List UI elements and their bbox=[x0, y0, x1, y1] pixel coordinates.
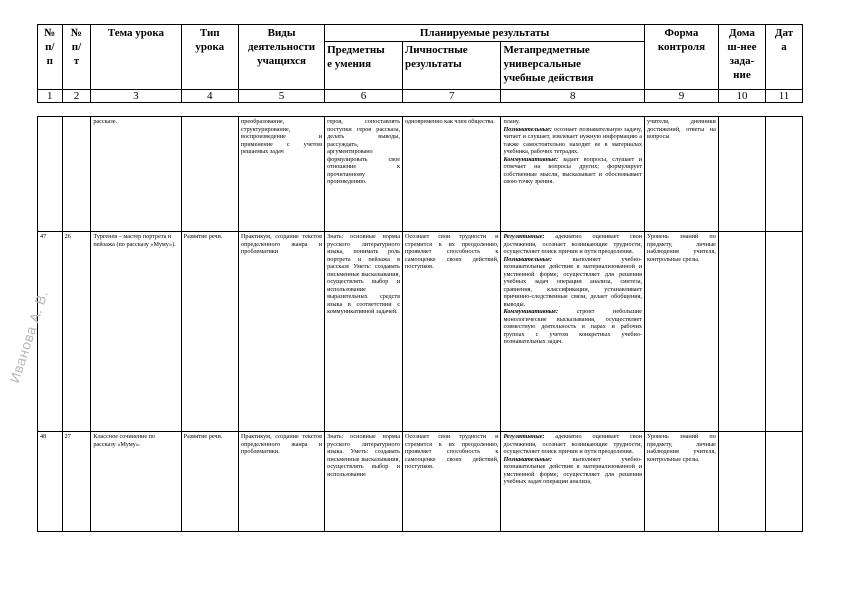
cell-control: учителя, дневники достижений, ответы на вопросы bbox=[645, 117, 719, 232]
col-num: 10 bbox=[718, 90, 765, 103]
meta-text: адекватно оценивает свои достижения, осознает возникающие трудности, осуществляет поиск причин и пути преодоления. bbox=[503, 233, 643, 255]
watermark-text: Иванова А. В. bbox=[6, 288, 52, 385]
table-row bbox=[38, 232, 803, 432]
col-num: 6 bbox=[325, 90, 403, 103]
meta-category-label: Познавательные: bbox=[503, 255, 552, 263]
meta-text: осознает познавательную задачу, читает и слушает, извлекает нужную информацию а также самостоятельно находит ее в материалах учебника, рабочих тетрадях. bbox=[503, 125, 643, 155]
meta-paragraph bbox=[503, 118, 642, 126]
header-n2: № п/ т bbox=[62, 25, 91, 90]
meta-category-label: Познавательные: bbox=[503, 125, 552, 133]
cell-topic: Тургенев – мастер портрета и пейзажа (по рассказу «Муму»). bbox=[91, 232, 181, 432]
cell-homework bbox=[718, 432, 765, 532]
meta-paragraph bbox=[503, 126, 642, 156]
cell-personal-results: Осознает свои трудности и стремится к их преодолению, проявляет способность к самооценке своих действий, поступков. bbox=[403, 232, 501, 432]
cell-activity: Практикум, создание текстов определенного жанра и проблематики. bbox=[238, 432, 324, 532]
header-n1: № п/ п bbox=[38, 25, 63, 90]
table-row bbox=[38, 432, 803, 532]
cell-type: Развитие речи. bbox=[181, 432, 238, 532]
col-num: 8 bbox=[501, 90, 645, 103]
col-num: 1 bbox=[38, 90, 63, 103]
meta-paragraph bbox=[503, 233, 642, 256]
meta-category-label: Регулятивные: bbox=[503, 233, 545, 240]
meta-paragraph bbox=[503, 433, 642, 456]
cell-subject-skills: героя, сопоставлять поступки героя рассказа, делать выводы, рассуждать, аргументировано формулировать свое отношение к прочитанному произведению. bbox=[325, 117, 403, 232]
meta-category-label: Коммуникативные: bbox=[503, 308, 559, 315]
cell-control: Уровень знаний по предмету, личные наблюдения учителя, контрольные срезы. bbox=[645, 432, 719, 532]
cell-topic: Классное сочинение по рассказу «Муму». bbox=[91, 432, 181, 532]
cell-personal-results: Осознает свои трудности и стремится к их преодолению, проявляет способность к самооценке своих действий, поступков. bbox=[403, 432, 501, 532]
cell-type bbox=[181, 117, 238, 232]
cell-homework bbox=[718, 232, 765, 432]
col-num: 11 bbox=[766, 90, 803, 103]
header-control: Форма контроля bbox=[645, 25, 719, 90]
meta-text: плану. bbox=[503, 118, 520, 125]
lessons-table bbox=[37, 116, 803, 532]
cell-topic: рассказе. bbox=[91, 117, 181, 232]
cell-lesson-number: 48 bbox=[38, 432, 63, 532]
meta-text: адекватно оценивает свои достижения, осознает возникающие трудности, осуществляет поиск причин и пути преодоления. bbox=[503, 433, 643, 455]
cell-date bbox=[766, 232, 803, 432]
header-meta-actions: Метапредметные универсальные учебные действия bbox=[501, 42, 645, 90]
table-row bbox=[38, 117, 803, 232]
cell-topic-number: 26 bbox=[62, 232, 91, 432]
meta-paragraph bbox=[503, 456, 642, 486]
header-type: Тип урока bbox=[181, 25, 238, 90]
cell-type: Развитие речи. bbox=[181, 232, 238, 432]
col-num: 4 bbox=[181, 90, 238, 103]
meta-paragraph bbox=[503, 308, 642, 346]
cell-activity: преобразование, структурирование, воспроизведение и применение с учетом решаемых задач bbox=[238, 117, 324, 232]
cell-subject-skills: Знать: основные нормы русского литературного языка, понимать роль портрета и пейзажа в рассказе Уметь: создавать письменные высказывания, осуществлять выбор и использование выразительных средств языка в соответствии с коммуникативной задачей. bbox=[325, 232, 403, 432]
header-homework: Дома ш-нее зада- ние bbox=[718, 25, 765, 90]
cell-personal-results: одновременно как член общества. bbox=[403, 117, 501, 232]
col-num: 9 bbox=[645, 90, 719, 103]
meta-text: выполняет учебно-познавательные действия в материализованной и умственной форме; осуществляет для решения учебных задач операции анализа, bbox=[503, 455, 643, 485]
meta-category-label: Коммуникативные: bbox=[503, 155, 559, 163]
meta-category-label: Познавательные: bbox=[503, 455, 552, 463]
meta-text: задает вопросы, слушает и отвечает на вопросы других; формулирует собственные мысли, высказывает и обосновывает свою точку зрения. bbox=[503, 155, 643, 185]
cell-date bbox=[766, 117, 803, 232]
column-number-row bbox=[38, 90, 803, 103]
meta-text: строит небольшие монологические высказывания, осуществляет совместную деятельность в парах и рабочих группах с учетом конкретных учебно-познавательных задач. bbox=[503, 308, 643, 345]
meta-category-label: Регулятивные: bbox=[503, 433, 545, 440]
header-date: Дат а bbox=[766, 25, 803, 90]
meta-paragraph bbox=[503, 256, 642, 309]
cell-meta-actions bbox=[501, 432, 645, 532]
meta-text: выполняет учебно-познавательные действия в материализованной и умственной форме; осуществляет для решения учебных задач операции анализа, синтеза, сравнения, классификации, устанавливает причинно-следственные связи, делает обобщения, выводы. bbox=[503, 255, 643, 308]
col-num: 2 bbox=[62, 90, 91, 103]
cell-topic-number: 27 bbox=[62, 432, 91, 532]
header-activity: Виды деятельности учащихся bbox=[238, 25, 324, 90]
cell-control: Уровень знаний по предмету, личные наблюдения учителя, контрольные срезы. bbox=[645, 232, 719, 432]
header-table bbox=[37, 24, 803, 103]
header-personal-results: Личностные результаты bbox=[403, 42, 501, 90]
cell-homework bbox=[718, 117, 765, 232]
header-subject-skills: Предметны е умения bbox=[325, 42, 403, 90]
cell-subject-skills: Знать: основные нормы русского литературного языка. Уметь: создавать письменные высказывания, осуществлять выбор и использование bbox=[325, 432, 403, 532]
header-topic: Тема урока bbox=[91, 25, 181, 90]
cell-meta-actions bbox=[501, 117, 645, 232]
cell-topic-number bbox=[62, 117, 91, 232]
header-planned-results: Планируемые результаты bbox=[325, 25, 645, 42]
col-num: 5 bbox=[238, 90, 324, 103]
cell-lesson-number: 47 bbox=[38, 232, 63, 432]
cell-date bbox=[766, 432, 803, 532]
col-num: 7 bbox=[403, 90, 501, 103]
col-num: 3 bbox=[91, 90, 181, 103]
cell-activity: Практикум, создание текстов определенного жанра и проблематики bbox=[238, 232, 324, 432]
cell-meta-actions bbox=[501, 232, 645, 432]
meta-paragraph bbox=[503, 156, 642, 186]
cell-lesson-number bbox=[38, 117, 63, 232]
